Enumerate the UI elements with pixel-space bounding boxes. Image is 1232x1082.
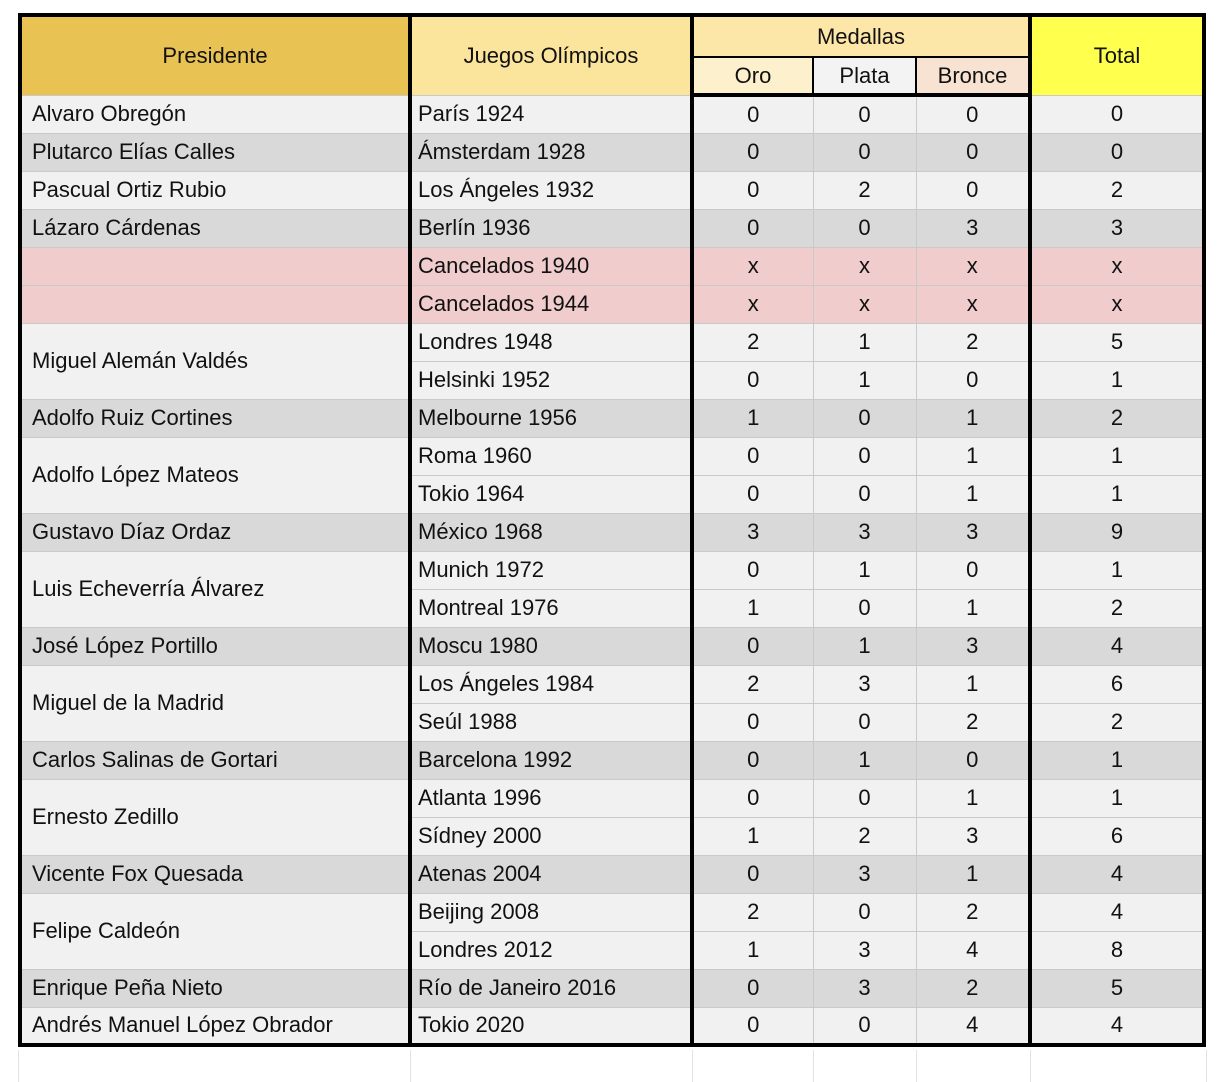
- total-value[interactable]: 1: [1030, 741, 1204, 779]
- president-cell[interactable]: Felipe Caldeón: [20, 893, 410, 969]
- game-cell[interactable]: Sídney 2000: [410, 817, 692, 855]
- game-cell[interactable]: Berlín 1936: [410, 209, 692, 247]
- oro-value[interactable]: 3: [692, 513, 813, 551]
- plata-value[interactable]: 3: [813, 969, 916, 1007]
- total-value[interactable]: 2: [1030, 589, 1204, 627]
- total-value[interactable]: 1: [1030, 551, 1204, 589]
- president-cell[interactable]: Ernesto Zedillo: [20, 779, 410, 855]
- president-cell[interactable]: Enrique Peña Nieto: [20, 969, 410, 1007]
- plata-value[interactable]: 2: [813, 171, 916, 209]
- plata-value[interactable]: 3: [813, 513, 916, 551]
- oro-value[interactable]: 0: [692, 361, 813, 399]
- oro-value[interactable]: 0: [692, 1007, 813, 1045]
- header-juegos[interactable]: Juegos Olímpicos: [410, 15, 692, 95]
- game-cell[interactable]: Munich 1972: [410, 551, 692, 589]
- header-medallas[interactable]: Medallas: [692, 15, 1030, 57]
- president-cell[interactable]: Miguel de la Madrid: [20, 665, 410, 741]
- plata-value[interactable]: 0: [813, 133, 916, 171]
- bronce-value[interactable]: 0: [916, 741, 1030, 779]
- total-value[interactable]: 8: [1030, 931, 1204, 969]
- oro-value[interactable]: 0: [692, 779, 813, 817]
- bronce-value[interactable]: 0: [916, 133, 1030, 171]
- total-value[interactable]: 6: [1030, 665, 1204, 703]
- total-value[interactable]: 4: [1030, 893, 1204, 931]
- oro-value[interactable]: 0: [692, 171, 813, 209]
- total-value[interactable]: 1: [1030, 437, 1204, 475]
- table-row: [20, 969, 1204, 1007]
- bronce-value[interactable]: 1: [916, 779, 1030, 817]
- president-cell[interactable]: [20, 285, 410, 323]
- president-cell[interactable]: José López Portillo: [20, 627, 410, 665]
- oro-value[interactable]: 1: [692, 817, 813, 855]
- table-row: [20, 247, 1204, 285]
- game-cell[interactable]: Atlanta 1996: [410, 779, 692, 817]
- plata-value[interactable]: 0: [813, 589, 916, 627]
- total-value[interactable]: 1: [1030, 475, 1204, 513]
- total-value[interactable]: 3: [1030, 209, 1204, 247]
- total-value[interactable]: 0: [1030, 95, 1204, 133]
- plata-value[interactable]: 0: [813, 95, 916, 133]
- header-plata[interactable]: Plata: [813, 57, 916, 95]
- president-cell[interactable]: Vicente Fox Quesada: [20, 855, 410, 893]
- bronce-value[interactable]: 4: [916, 931, 1030, 969]
- table-row: [20, 323, 1204, 361]
- game-cell[interactable]: Londres 2012: [410, 931, 692, 969]
- bronce-value[interactable]: x: [916, 247, 1030, 285]
- game-cell[interactable]: Cancelados 1940: [410, 247, 692, 285]
- president-cell[interactable]: Alvaro Obregón: [20, 95, 410, 133]
- header-total[interactable]: Total: [1030, 15, 1204, 95]
- total-value[interactable]: 1: [1030, 779, 1204, 817]
- table-row: [20, 95, 1204, 133]
- oro-value[interactable]: x: [692, 247, 813, 285]
- bronce-value[interactable]: 1: [916, 437, 1030, 475]
- table-row: [20, 627, 1204, 665]
- total-value[interactable]: 1: [1030, 361, 1204, 399]
- game-cell[interactable]: Los Ángeles 1984: [410, 665, 692, 703]
- bronce-value[interactable]: 2: [916, 703, 1030, 741]
- plata-value[interactable]: 0: [813, 893, 916, 931]
- oro-value[interactable]: 0: [692, 475, 813, 513]
- table-row: [20, 133, 1204, 171]
- bronce-value[interactable]: 3: [916, 817, 1030, 855]
- president-cell[interactable]: Andrés Manuel López Obrador: [20, 1007, 410, 1045]
- oro-value[interactable]: 0: [692, 95, 813, 133]
- oro-value[interactable]: 1: [692, 399, 813, 437]
- bronce-value[interactable]: 2: [916, 893, 1030, 931]
- bronce-value[interactable]: 2: [916, 323, 1030, 361]
- oro-value[interactable]: 0: [692, 969, 813, 1007]
- total-value[interactable]: 2: [1030, 171, 1204, 209]
- plata-value[interactable]: 0: [813, 475, 916, 513]
- table-row: [20, 665, 1204, 703]
- bronce-value[interactable]: 2: [916, 969, 1030, 1007]
- oro-value[interactable]: 0: [692, 703, 813, 741]
- game-cell[interactable]: Beijing 2008: [410, 893, 692, 931]
- game-cell[interactable]: Helsinki 1952: [410, 361, 692, 399]
- total-value[interactable]: 0: [1030, 133, 1204, 171]
- total-value[interactable]: 5: [1030, 969, 1204, 1007]
- bronce-value[interactable]: 1: [916, 665, 1030, 703]
- total-value[interactable]: x: [1030, 247, 1204, 285]
- game-cell[interactable]: Ámsterdam 1928: [410, 133, 692, 171]
- table-row: [20, 551, 1204, 589]
- president-cell[interactable]: Pascual Ortiz Rubio: [20, 171, 410, 209]
- table-row: [20, 171, 1204, 209]
- game-cell[interactable]: Los Ángeles 1932: [410, 171, 692, 209]
- bronce-value[interactable]: 4: [916, 1007, 1030, 1045]
- sheet-gridlines: [0, 1050, 1232, 1082]
- plata-value[interactable]: 0: [813, 399, 916, 437]
- bronce-value[interactable]: 3: [916, 209, 1030, 247]
- bronce-value[interactable]: 0: [916, 95, 1030, 133]
- total-value[interactable]: 2: [1030, 399, 1204, 437]
- table-row: [20, 399, 1204, 437]
- bronce-value[interactable]: 3: [916, 513, 1030, 551]
- president-cell[interactable]: [20, 247, 410, 285]
- total-value[interactable]: x: [1030, 285, 1204, 323]
- game-cell[interactable]: Cancelados 1944: [410, 285, 692, 323]
- game-cell[interactable]: Tokio 1964: [410, 475, 692, 513]
- oro-value[interactable]: x: [692, 285, 813, 323]
- game-cell[interactable]: Melbourne 1956: [410, 399, 692, 437]
- plata-value[interactable]: 3: [813, 855, 916, 893]
- game-cell[interactable]: Montreal 1976: [410, 589, 692, 627]
- oro-value[interactable]: 0: [692, 741, 813, 779]
- plata-value[interactable]: 0: [813, 1007, 916, 1045]
- game-cell[interactable]: México 1968: [410, 513, 692, 551]
- table-row: [20, 741, 1204, 779]
- oro-value[interactable]: 0: [692, 437, 813, 475]
- table-row: [20, 893, 1204, 931]
- bronce-value[interactable]: 1: [916, 399, 1030, 437]
- header-bronce[interactable]: Bronce: [916, 57, 1030, 95]
- plata-value[interactable]: 0: [813, 703, 916, 741]
- table-row: [20, 1007, 1204, 1045]
- table-row: [20, 209, 1204, 247]
- game-cell[interactable]: París 1924: [410, 95, 692, 133]
- total-value[interactable]: 9: [1030, 513, 1204, 551]
- plata-value[interactable]: 1: [813, 361, 916, 399]
- plata-value[interactable]: x: [813, 247, 916, 285]
- plata-value[interactable]: x: [813, 285, 916, 323]
- plata-value[interactable]: 1: [813, 323, 916, 361]
- plata-value[interactable]: 1: [813, 551, 916, 589]
- game-cell[interactable]: Londres 1948: [410, 323, 692, 361]
- oro-value[interactable]: 1: [692, 589, 813, 627]
- oro-value[interactable]: 2: [692, 323, 813, 361]
- president-cell[interactable]: Miguel Alemán Valdés: [20, 323, 410, 399]
- total-value[interactable]: 4: [1030, 1007, 1204, 1045]
- game-cell[interactable]: Tokio 2020: [410, 1007, 692, 1045]
- plata-value[interactable]: 2: [813, 817, 916, 855]
- total-value[interactable]: 6: [1030, 817, 1204, 855]
- president-cell[interactable]: Luis Echeverría Álvarez: [20, 551, 410, 627]
- game-cell[interactable]: Seúl 1988: [410, 703, 692, 741]
- table-row: [20, 437, 1204, 475]
- plata-value[interactable]: 0: [813, 779, 916, 817]
- bronce-value[interactable]: 1: [916, 855, 1030, 893]
- game-cell[interactable]: Moscu 1980: [410, 627, 692, 665]
- total-value[interactable]: 5: [1030, 323, 1204, 361]
- oro-value[interactable]: 0: [692, 133, 813, 171]
- plata-value[interactable]: 1: [813, 741, 916, 779]
- plata-value[interactable]: 1: [813, 627, 916, 665]
- oro-value[interactable]: 2: [692, 665, 813, 703]
- table-row: [20, 513, 1204, 551]
- oro-value[interactable]: 0: [692, 627, 813, 665]
- oro-value[interactable]: 0: [692, 551, 813, 589]
- table-row: [20, 779, 1204, 817]
- header-oro[interactable]: Oro: [692, 57, 813, 95]
- total-value[interactable]: 4: [1030, 855, 1204, 893]
- president-cell[interactable]: Adolfo Ruiz Cortines: [20, 399, 410, 437]
- president-cell[interactable]: Lázaro Cárdenas: [20, 209, 410, 247]
- plata-value[interactable]: 3: [813, 931, 916, 969]
- bronce-value[interactable]: x: [916, 285, 1030, 323]
- game-cell[interactable]: Río de Janeiro 2016: [410, 969, 692, 1007]
- table-row: [20, 855, 1204, 893]
- game-cell[interactable]: Roma 1960: [410, 437, 692, 475]
- total-value[interactable]: 2: [1030, 703, 1204, 741]
- president-cell[interactable]: Plutarco Elías Calles: [20, 133, 410, 171]
- bronce-value[interactable]: 0: [916, 171, 1030, 209]
- total-value[interactable]: 4: [1030, 627, 1204, 665]
- table-row: [20, 285, 1204, 323]
- president-cell[interactable]: Gustavo Díaz Ordaz: [20, 513, 410, 551]
- oro-value[interactable]: 0: [692, 855, 813, 893]
- bronce-value[interactable]: 1: [916, 475, 1030, 513]
- president-cell[interactable]: Carlos Salinas de Gortari: [20, 741, 410, 779]
- bronce-value[interactable]: 0: [916, 361, 1030, 399]
- oro-value[interactable]: 1: [692, 931, 813, 969]
- header-presidente[interactable]: Presidente: [20, 15, 410, 95]
- president-cell[interactable]: Adolfo López Mateos: [20, 437, 410, 513]
- oro-value[interactable]: 0: [692, 209, 813, 247]
- game-cell[interactable]: Atenas 2004: [410, 855, 692, 893]
- medal-table: [18, 13, 1206, 1047]
- plata-value[interactable]: 0: [813, 209, 916, 247]
- bronce-value[interactable]: 3: [916, 627, 1030, 665]
- plata-value[interactable]: 3: [813, 665, 916, 703]
- bronce-value[interactable]: 1: [916, 589, 1030, 627]
- game-cell[interactable]: Barcelona 1992: [410, 741, 692, 779]
- plata-value[interactable]: 0: [813, 437, 916, 475]
- oro-value[interactable]: 2: [692, 893, 813, 931]
- bronce-value[interactable]: 0: [916, 551, 1030, 589]
